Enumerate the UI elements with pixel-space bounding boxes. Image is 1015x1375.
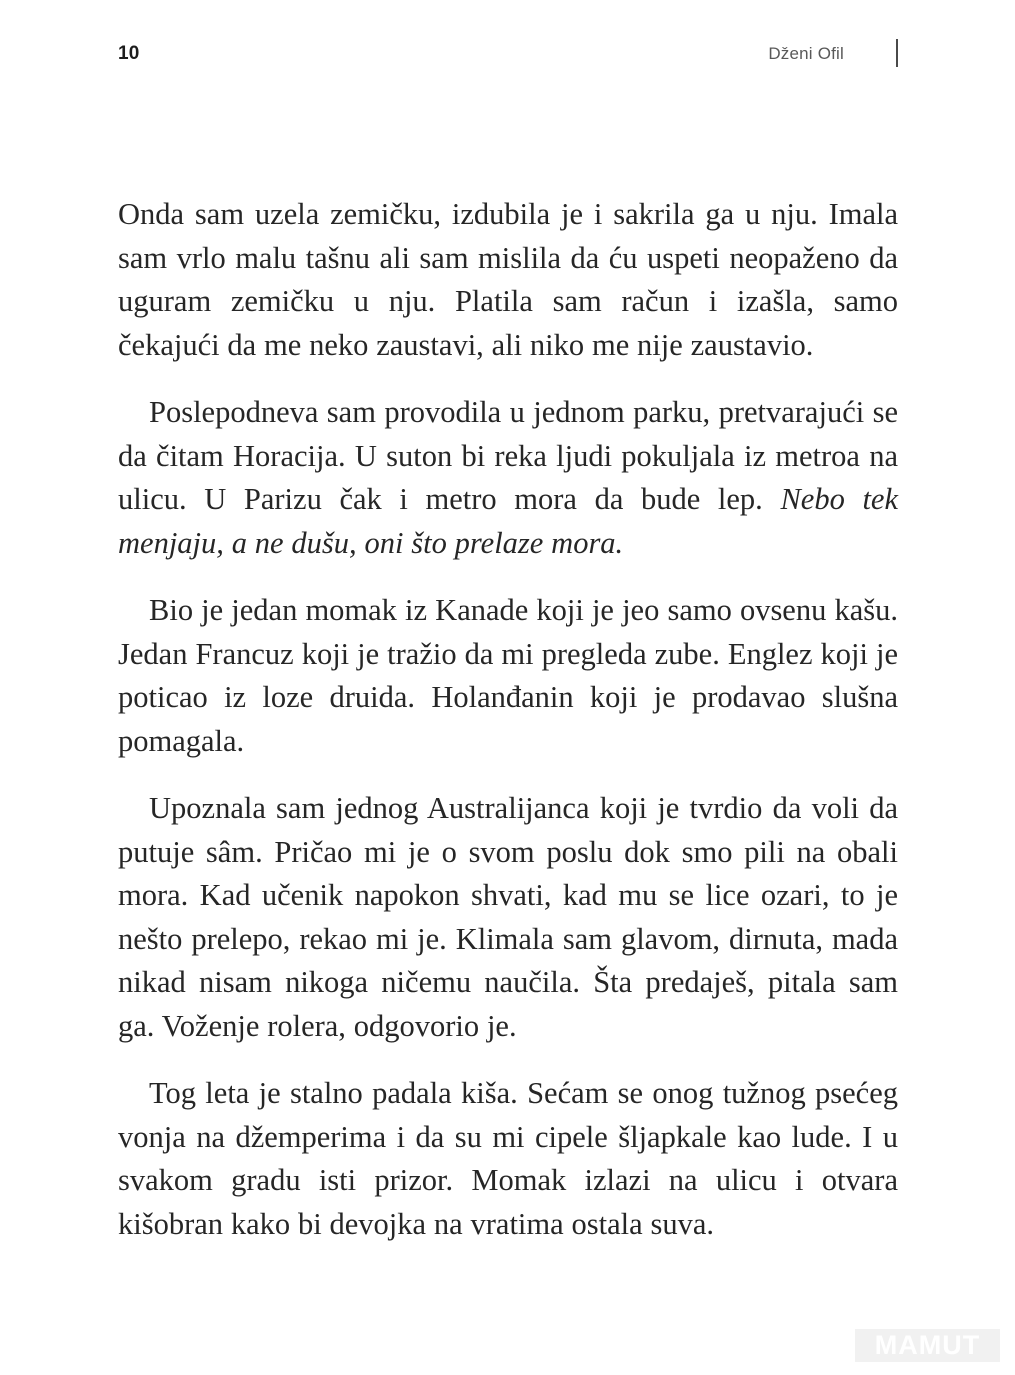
paragraph-5: Tog leta je stalno padala kiša. Sećam se onog tužnog psećeg vonja na džemperima i da su mi cipele šljapkale kao lude. I u svakom gradu isti prizor. Momak izlazi na ulicu i otvara kišobran kako bi devojka na vratima ostala suva. xyxy=(118,1076,898,1241)
publisher-watermark xyxy=(855,1329,1000,1362)
paragraph-3: Bio je jedan momak iz Kanade koji je jeo samo ovsenu kašu. Jedan Francuz koji je tražio da mi pregleda zube. Englez koji je poticao iz loze druida. Holanđanin koji je prodavao slušna pomagala. xyxy=(118,593,898,758)
body-text-block xyxy=(118,193,898,1246)
page-number: 10 xyxy=(118,42,140,64)
paragraph-1: Onda sam uzela zemičku, izdubila je i sakrila ga u nju. Imala sam vrlo malu tašnu ali sam mislila da ću uspeti neopaženo da uguram zemičku u nju. Platila sam račun i izašla, samo čekajući da me neko zaustavi, ali niko me nije zaustavio. xyxy=(118,197,898,362)
paragraph-2-italic-quote: Nebo tek menjaju, a ne dušu, oni što prelaze mora. xyxy=(118,482,898,560)
paragraph-2 xyxy=(118,391,898,565)
paragraph-2-roman-text: Poslepodneva sam provodila u jednom parku, pretvarajući se da čitam Horacija. U suton bi reka ljudi pokuljala iz metroa na ulicu. U Parizu čak i metro mora da bude lep. xyxy=(118,395,898,516)
running-head xyxy=(118,36,898,70)
watermark-label: MAMUT xyxy=(874,1330,981,1360)
header-rule-divider xyxy=(896,39,898,67)
running-head-right xyxy=(768,39,898,67)
author-name: Dženi Ofil xyxy=(768,43,844,63)
paragraph-4: Upoznala sam jednog Australijanca koji je tvrdio da voli da putuje sâm. Pričao mi je o svom poslu dok smo pili na obali mora. Kad učenik napokon shvati, kad mu se lice ozari, to je nešto prelepo, rekao mi je. Klimala sam glavom, dirnuta, mada nikad nisam nikoga ničemu naučila. Šta predaješ, pitala sam ga. Voženje rolera, odgovorio je. xyxy=(118,791,898,1043)
